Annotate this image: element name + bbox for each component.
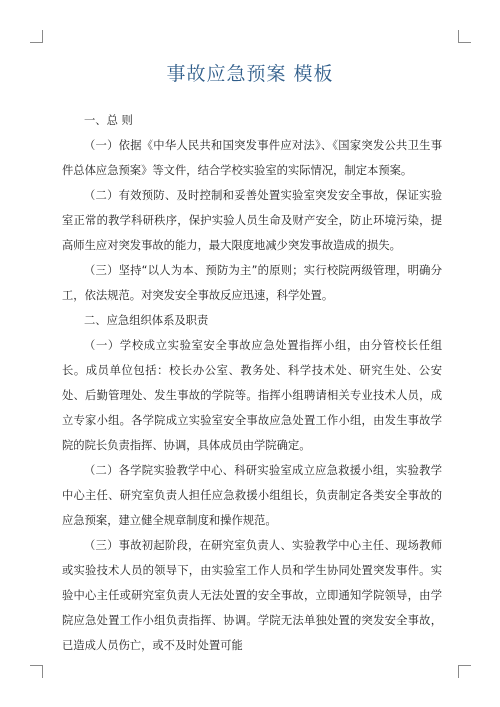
crop-mark-bottom-left	[30, 665, 43, 678]
crop-mark-top-right	[458, 30, 471, 43]
paragraph: （三）事故初起阶段，在研究室负责人、实验教学中心主任、现场教师或实验技术人员的领导下，由实验室工作人员和学生协同处置突发事件。实验中心主任或研究室负责人无法处置的安全事故，立即通知学院领导，由学院应急处置工作小组负责指挥、协调。学院无法单独处置的突发安全事故，已造成人员伤亡，或不及时处置可能	[62, 539, 442, 652]
paragraph: （二）各学院实验教学中心、科研实验室成立应急救援小组，实验教学中心主任、研究室负责人担任应急救援小组组长，负责制定各类安全事故的应急预案，建立健全规章制度和操作规范。	[62, 464, 442, 527]
paragraph: （一）依据《中华人民共和国突发事件应对法》、《国家突发公共卫生事件总体应急预案》等文件，结合学校实验室的实际情况，制定本预案。	[62, 139, 442, 177]
crop-mark-top-left	[30, 30, 43, 43]
paragraph: （二）有效预防、及时控制和妥善处置实验室突发安全事故，保证实验室正常的教学科研秩序，保护实验人员生命及财产安全，防止环境污染，提高师生应对突发事故的能力，最大限度地减少突发事故造成的损失。	[62, 189, 442, 252]
paragraph: （一）学校成立实验室安全事故应急处置指挥小组，由分管校长任组长。成员单位包括：校长办公室、教务处、科学技术处、研究生处、公安处、后勤管理处、发生事故的学院等。指挥小组聘请相关专业技术人员，成立专家小组。各学院成立实验室安全事故应急处置工作小组，由发生事故学院的院长负责指挥、协调，具体成员由学院确定。	[62, 339, 442, 452]
section-heading-general: 一、总 则	[84, 114, 133, 127]
crop-mark-bottom-right	[458, 665, 471, 678]
document-title: 事故应急预案 模板	[166, 63, 334, 85]
section-heading-organization: 二、应急组织体系及职责	[84, 314, 209, 327]
paragraph: （三）坚持“以人为本、预防为主”的原则；实行校院两级管理，明确分工，依法规范。对突发安全事故反应迅速，科学处置。	[62, 264, 442, 302]
document-body	[62, 108, 442, 658]
